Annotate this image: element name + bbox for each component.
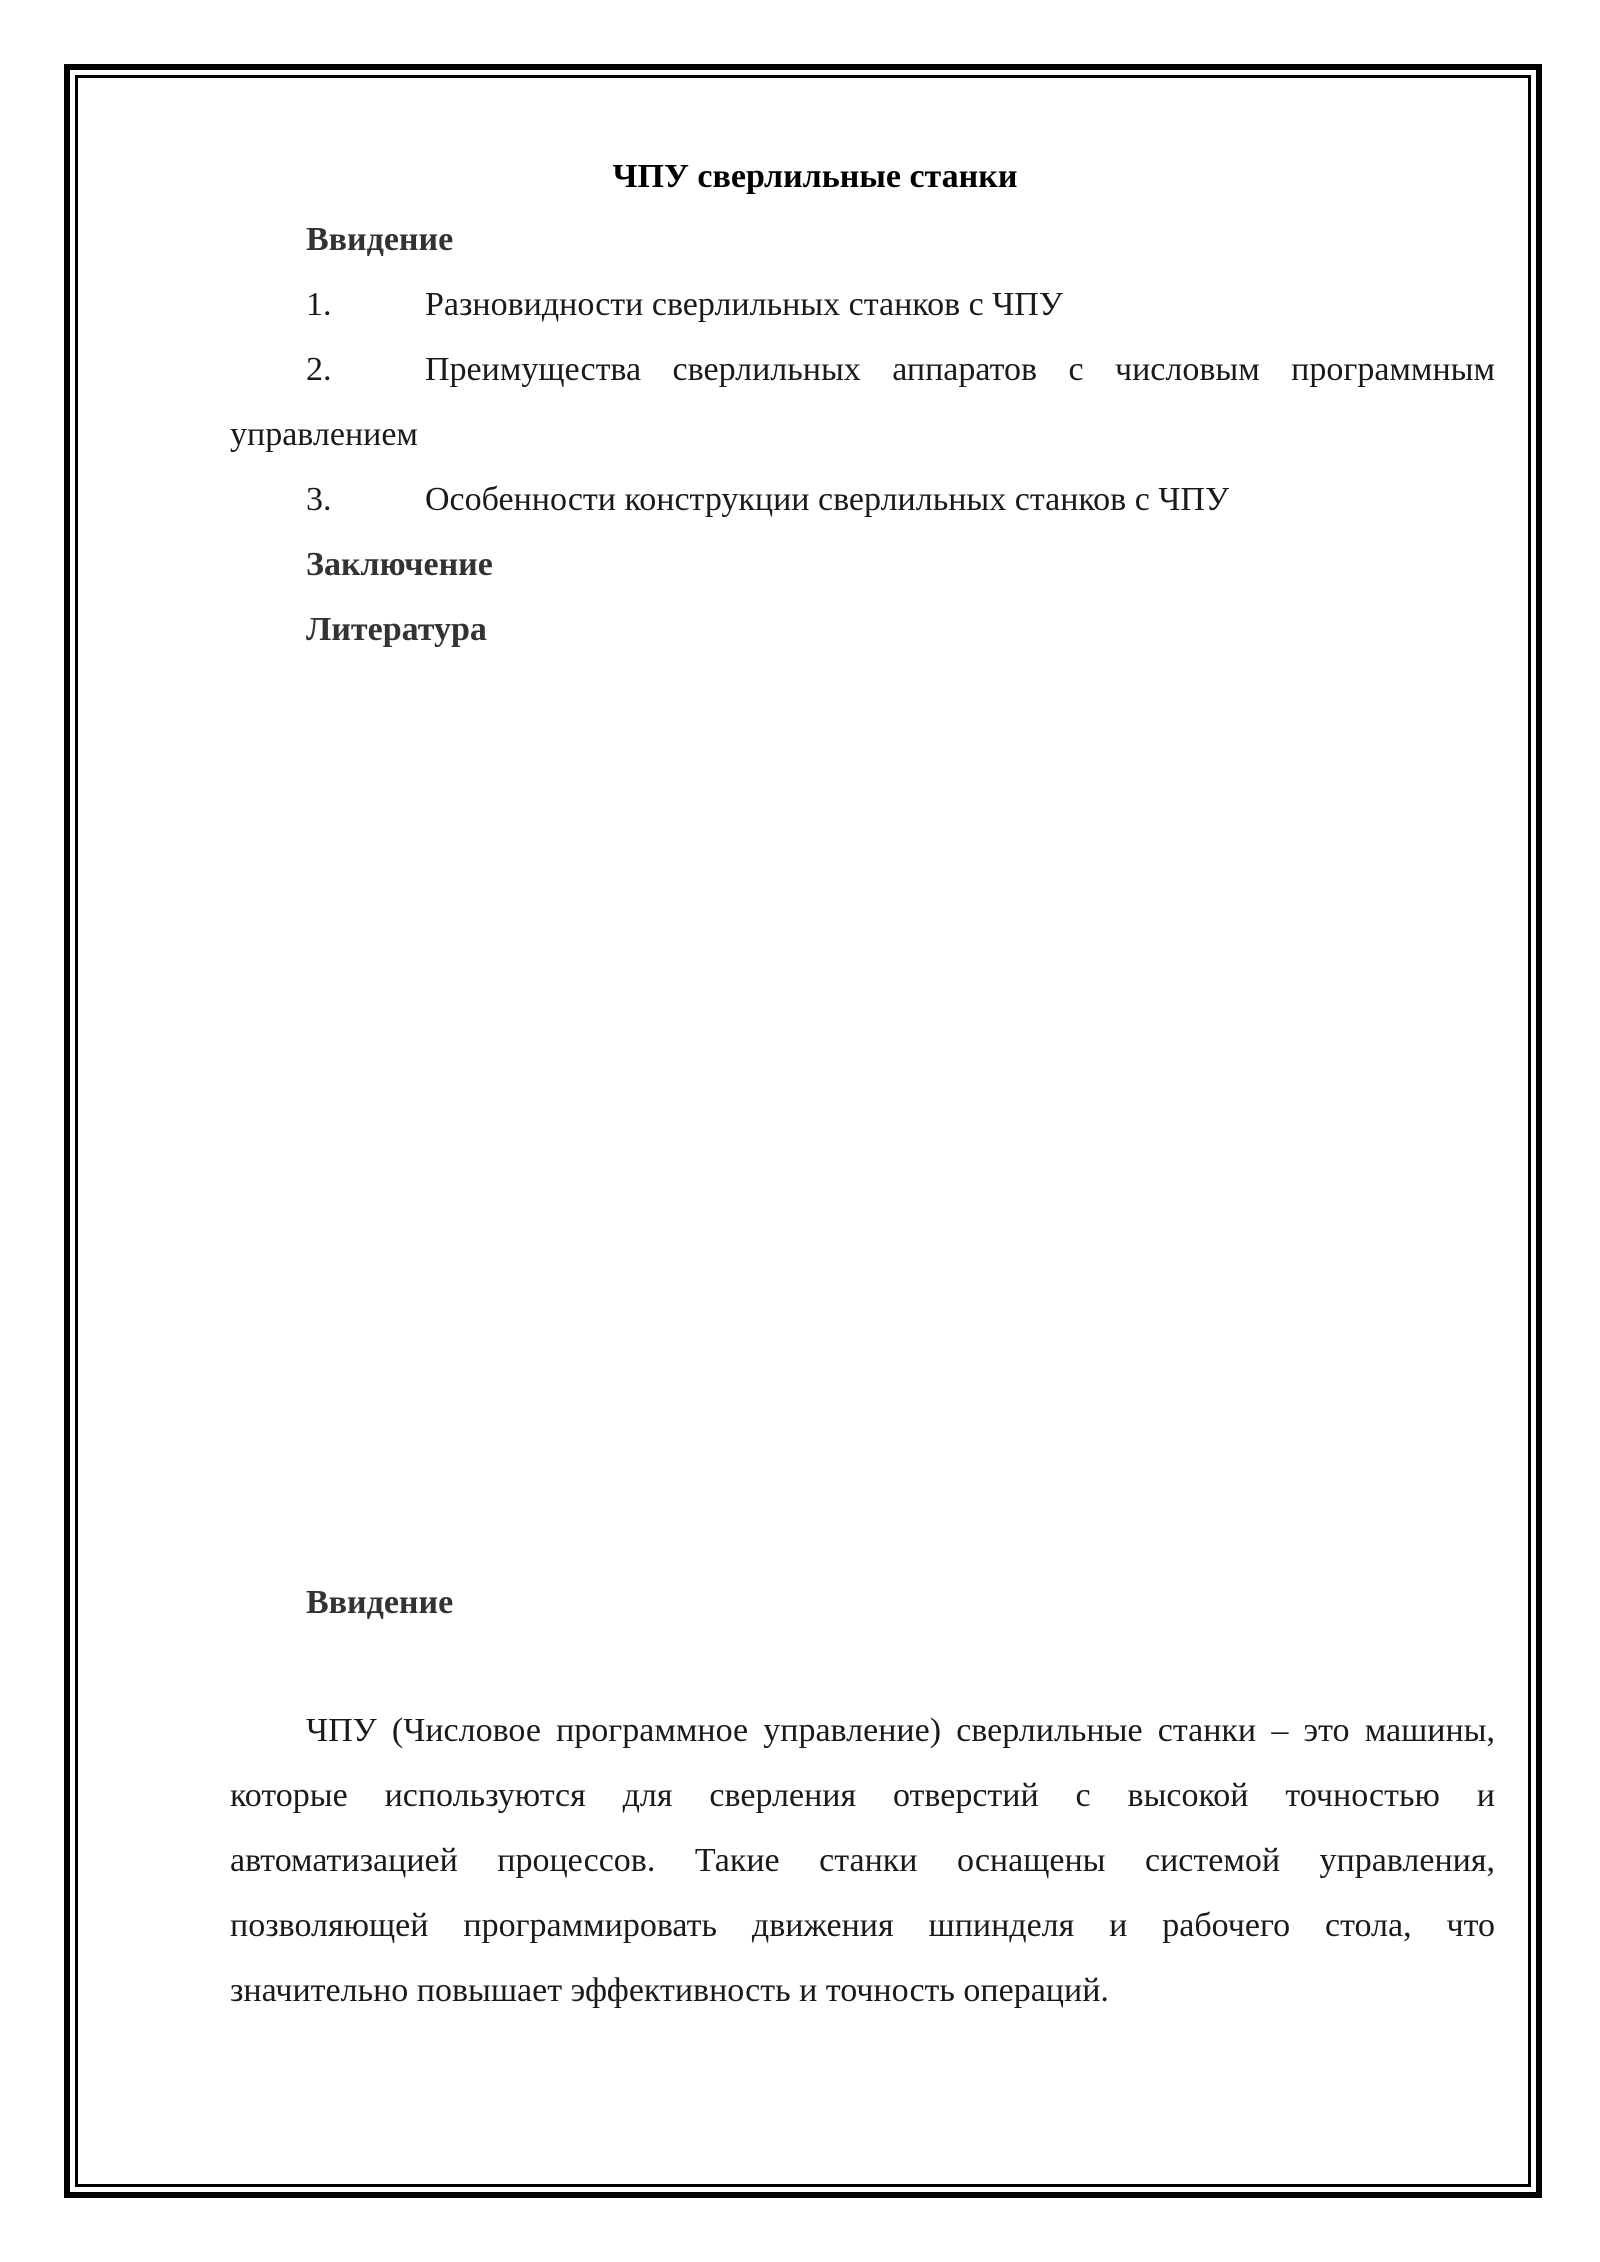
toc-literature: Литература xyxy=(306,611,487,648)
toc-item-2 xyxy=(230,337,1495,402)
intro-paragraph: ЧПУ (Числовое программное управление) сверлильные станки – это машины, которые используются для сверления отверстий с высокой точностью и автоматизацией процессов. Такие станки оснащены системой управления, позволяющей программировать движения шпинделя и рабочего стола, что значительно повышает эффективность и точность операций. xyxy=(230,1712,1495,2009)
toc-item-2-continuation: управлением xyxy=(230,416,418,453)
toc-item-1 xyxy=(230,272,1571,337)
toc-conclusion: Заключение xyxy=(306,546,493,583)
toc-item-3-text: Особенности конструкции сверлильных станков с ЧПУ xyxy=(425,481,1230,518)
section-heading-intro: Ввидение xyxy=(306,1584,454,1621)
document-page xyxy=(230,0,1495,2262)
toc-item-2-text: Преимущества сверлильных аппаратов с числовым программным xyxy=(425,351,1495,388)
toc-item-2-number: 2. xyxy=(306,351,332,388)
toc-item-1-text: Разновидности сверлильных станков с ЧПУ xyxy=(425,286,1063,323)
toc-item-3 xyxy=(230,467,1571,532)
toc-intro: Ввидение xyxy=(306,221,454,258)
toc-item-1-number: 1. xyxy=(306,286,332,323)
document-title: ЧПУ сверлильные станки xyxy=(612,158,1018,195)
toc-item-3-number: 3. xyxy=(306,481,332,518)
